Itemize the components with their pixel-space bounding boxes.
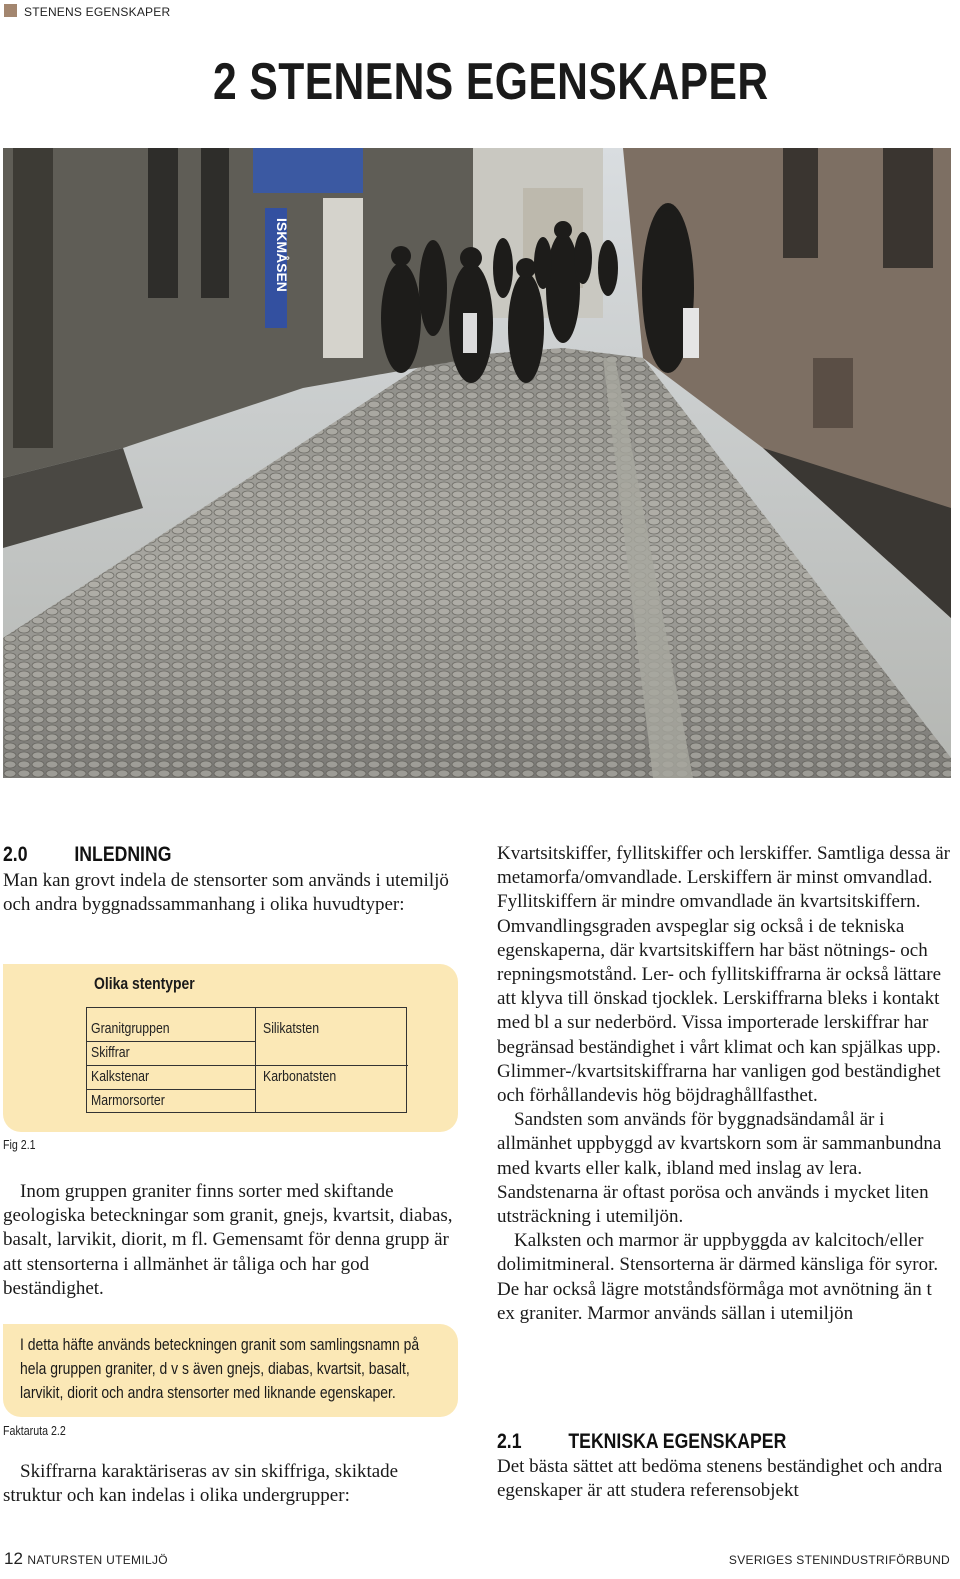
table-cell: Silikatsten: [263, 1020, 320, 1037]
header-marker: [4, 4, 17, 17]
intro-text: Man kan grovt indela de stensorter som används i utemiljö och andra byggnadssammanhang i olika huvudtyper:: [3, 870, 449, 916]
technical-intro-text: Det bästa sättet att bedöma stenens beständighet och andra egenskaper är att studera referensobjekt: [497, 1456, 943, 1502]
slate-paragraph: [3, 1460, 448, 1508]
slate-types-paragraph: Kvartsitskiffer, fyllitskiffer och lerskiffer. Samtliga dessa är metamorfa/omvandlade. Lerskiffern är minst omvandlad. Fyllitskiffern är mindre omvandlade än kvartsitskiffern. Omvandlingsgraden avspeglar sig också i de tekniska egenskaperna, där kvartsitskiffern har bäst nötnings- och repningsmotstånd. Ler- och fyllitskiffrarna är också lättare att klyva till önskad tjocklek. Lerskiffrarna bleks i kontakt med bl a sur nederbörd. Vissa importerade lerskiffrar har begränsad beständighet i vårt klimat och kan spjälkas upp. Glimmer-/kvartsitskiffrarna har vanligen god beständighet och förhållandevis hög böjdraghållfasthet.: [497, 843, 951, 1107]
sandstone-paragraph: Sandsten som används för byggnadsändamål är i allmänhet uppbyggd av kvartskorn som är sammanbundna med kvarts eller kalk, ibland med inslag av lera. Sandstenarna är oftast porösa och används i mycket liten utsträckning i utemiljön.: [497, 1109, 942, 1228]
chapter-title: 2 STENENS EGENSKAPER: [213, 53, 769, 111]
granite-paragraph: [3, 1180, 458, 1301]
section-title: TEKNISKA EGENSKAPER: [568, 1430, 787, 1453]
right-column-text: [497, 842, 952, 1326]
technical-intro-paragraph: [497, 1455, 947, 1503]
figure-caption: Fig 2.1: [3, 1137, 36, 1152]
granite-text: Inom gruppen graniter finns sorter med skiftande geologiska beteckningar som granit, gnejs, kvartsit, diabas, basalt, larvikit, diorit, m fl. Gemensamt för denna grupp är att stensorterna i allmänhet är tåliga och har god beständighet.: [3, 1181, 453, 1299]
footer-left: [4, 1549, 168, 1569]
section-title: INLEDNING: [74, 843, 172, 866]
table-cell: Skiffrar: [91, 1044, 130, 1061]
table-rule: [87, 1041, 255, 1042]
limestone-paragraph: Kalksten och marmor är uppbyggda av kalcitoch/eller dolimitmineral. Stensorterna är därmed känsliga för syror. De har också lägre motståndsförmåga mot avnötning än t ex graniter. Marmor används sällan i utemiljön: [497, 1230, 939, 1324]
shop-sign-text: ISKMÅSEN: [274, 218, 290, 292]
section-number: 2.1: [497, 1430, 522, 1453]
page-number: 12: [4, 1549, 23, 1568]
fact-box-text: I detta häfte används beteckningen granit som samlingsnamn på hela gruppen graniter, d v s även gnejs, diabas, kvartsit, basalt, larvikit, diorit och andra stensorter med liknande egenskaper.: [20, 1335, 420, 1402]
table-divider: [255, 1008, 256, 1112]
publisher-name: SVERIGES STENINDUSTRIFÖRBUND: [728, 1553, 950, 1567]
running-title: STENENS EGENSKAPER: [24, 5, 171, 19]
cobblestone-street-photo: [3, 148, 951, 778]
section-number: 2.0: [3, 843, 28, 866]
slate-text: Skiffrarna karaktäriseras av sin skiffriga, skiktade struktur och kan indelas i olika undergrupper:: [3, 1461, 399, 1507]
fact-box-caption: Faktaruta 2.2: [3, 1423, 66, 1438]
table-cell: Granitgruppen: [91, 1020, 170, 1037]
table-cell: Kalkstenar: [91, 1068, 150, 1085]
table-cell: Marmorsorter: [91, 1092, 165, 1109]
intro-paragraph: [3, 869, 453, 917]
table-rule: [87, 1089, 255, 1090]
table-cell: Karbonatsten: [263, 1068, 337, 1085]
figure-title: Olika stentyper: [94, 974, 195, 993]
publication-title: NATURSTEN UTEMILJÖ: [27, 1553, 168, 1567]
section-heading-2-0: [3, 843, 171, 867]
table-rule: [87, 1065, 408, 1066]
section-heading-2-1: [497, 1430, 786, 1454]
